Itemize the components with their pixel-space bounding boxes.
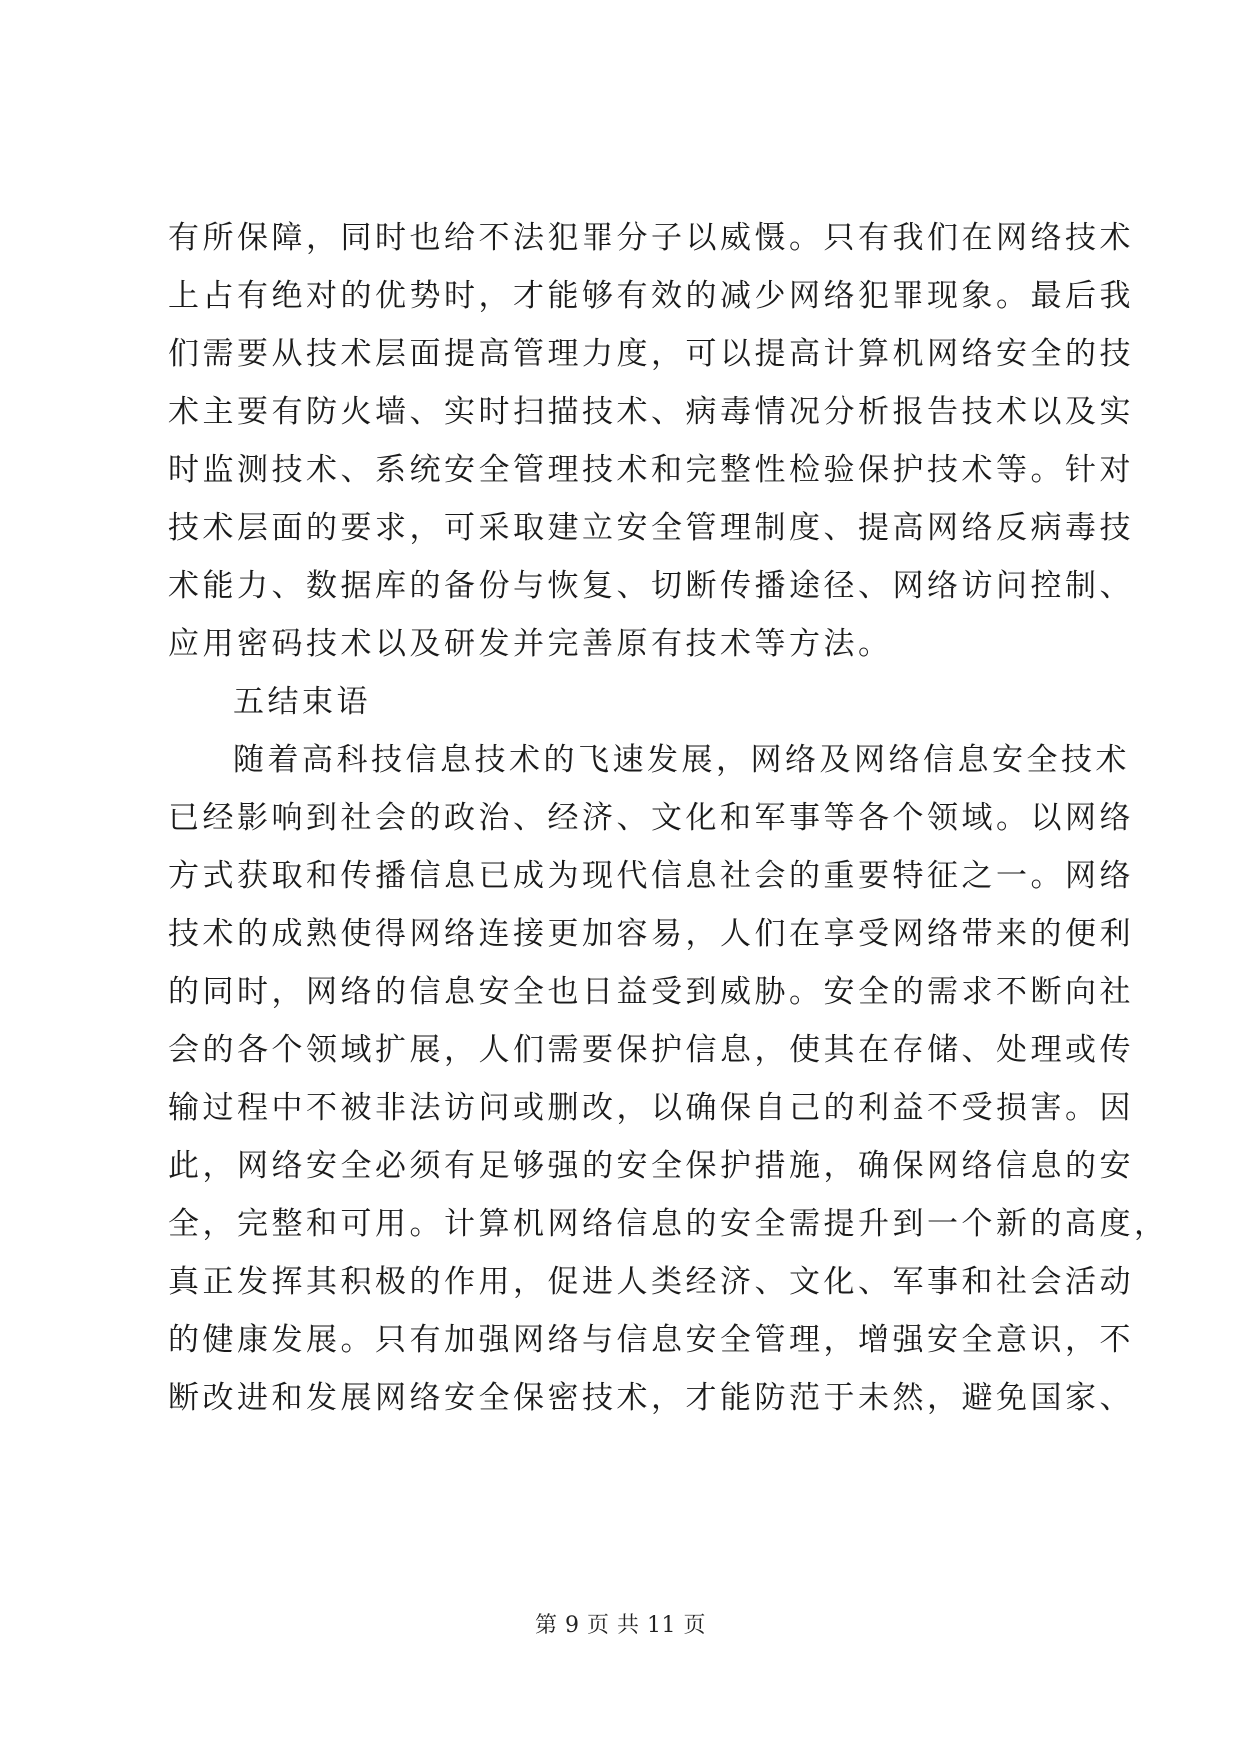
body-text-line: 上占有绝对的优势时，才能够有效的减少网络犯罪现象。最后我 xyxy=(168,278,1134,314)
body-text-line: 方式获取和传播信息已成为现代信息社会的重要特征之一。网络 xyxy=(168,858,1134,894)
body-text-line: 术能力、数据库的备份与恢复、切断传播途径、网络访问控制、 xyxy=(168,568,1134,604)
section-heading: 五结束语 xyxy=(233,684,371,720)
body-text-line: 术主要有防火墙、实时扫描技术、病毒情况分析报告技术以及实 xyxy=(168,394,1134,430)
body-text-line: 全，完整和可用。计算机网络信息的安全需提升到一个新的高度， xyxy=(168,1206,1169,1242)
body-text-line: 输过程中不被非法访问或删改，以确保自己的利益不受损害。因 xyxy=(168,1090,1134,1126)
body-text-line: 时监测技术、系统安全管理技术和完整性检验保护技术等。针对 xyxy=(168,452,1134,488)
body-text-line: 们需要从技术层面提高管理力度，可以提高计算机网络安全的技 xyxy=(168,336,1134,372)
body-text-line: 此，网络安全必须有足够强的安全保护措施，确保网络信息的安 xyxy=(168,1148,1134,1184)
page-number-footer: 第 9 页 共 11 页 xyxy=(535,1613,706,1638)
body-text-line: 随着高科技信息技术的飞速发展，网络及网络信息安全技术 xyxy=(233,742,1130,778)
body-text-line: 已经影响到社会的政治、经济、文化和军事等各个领域。以网络 xyxy=(168,800,1134,836)
body-text-line: 的健康发展。只有加强网络与信息安全管理，增强安全意识，不 xyxy=(168,1322,1134,1358)
body-text-line: 真正发挥其积极的作用，促进人类经济、文化、军事和社会活动 xyxy=(168,1264,1134,1300)
body-text-line: 技术的成熟使得网络连接更加容易，人们在享受网络带来的便利 xyxy=(168,916,1134,952)
body-text-line: 会的各个领域扩展，人们需要保护信息，使其在存储、处理或传 xyxy=(168,1032,1134,1068)
body-text-line: 有所保障，同时也给不法犯罪分子以威慑。只有我们在网络技术 xyxy=(168,220,1134,256)
body-text-line: 应用密码技术以及研发并完善原有技术等方法。 xyxy=(168,626,893,662)
body-text-line: 的同时，网络的信息安全也日益受到威胁。安全的需求不断向社 xyxy=(168,974,1134,1010)
body-text-line: 技术层面的要求，可采取建立安全管理制度、提高网络反病毒技 xyxy=(168,510,1134,546)
body-text-line: 断改进和发展网络安全保密技术，才能防范于未然，避免国家、 xyxy=(168,1380,1134,1416)
